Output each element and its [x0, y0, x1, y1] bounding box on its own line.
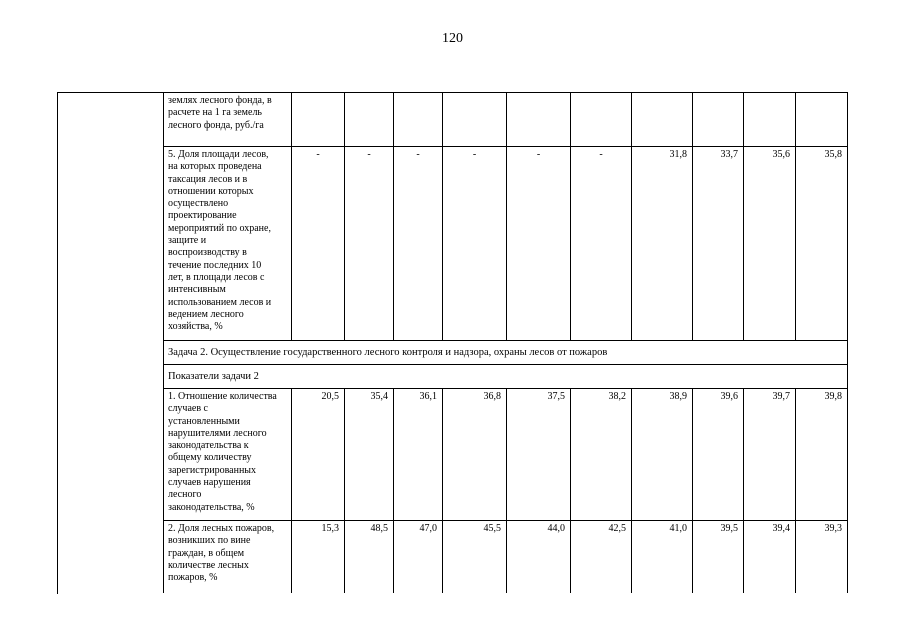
- value-cell: [345, 93, 394, 147]
- value-cell: 37,5: [507, 389, 571, 521]
- value-cell: 33,7: [693, 147, 744, 341]
- table-row: [164, 365, 848, 389]
- value-cell: 36,8: [443, 389, 507, 521]
- value-cell: 39,4: [744, 521, 796, 593]
- value-cell: 20,5: [292, 389, 345, 521]
- table-row: [164, 389, 848, 521]
- value-cell: -: [507, 147, 571, 341]
- value-cell: 15,3: [292, 521, 345, 593]
- left-column-border: [57, 92, 163, 594]
- task-heading: Задача 2. Осуществление государственного лесного контроля и надзора, охраны лесов от пожаров: [164, 341, 848, 365]
- value-cell: 38,9: [632, 389, 693, 521]
- value-cell: 39,8: [796, 389, 848, 521]
- indicator-label: 5. Доля площади лесов, на которых проведена таксация лесов и в отношении которых осуществлено проектирование мероприятий по охране, защите и воспроизводству в течение последних 10 лет, в площади лесов с интенсивным использованием лесов и ведением лесного хозяйства, %: [164, 147, 292, 341]
- value-cell: 31,8: [632, 147, 693, 341]
- value-cell: -: [345, 147, 394, 341]
- value-cell: [507, 93, 571, 147]
- value-cell: -: [394, 147, 443, 341]
- table-row: [164, 147, 848, 341]
- indicator-label: землях лесного фонда, в расчете на 1 га земель лесного фонда, руб./га: [164, 93, 292, 147]
- value-cell: 35,6: [744, 147, 796, 341]
- value-cell: -: [292, 147, 345, 341]
- value-cell: [744, 93, 796, 147]
- indicator-label: 1. Отношение количества случаев с установленными нарушителями лесного законодательства к общему количеству зарегистрированных случаев нарушения лесного законодательства, %: [164, 389, 292, 521]
- table-row: [164, 341, 848, 365]
- value-cell: 47,0: [394, 521, 443, 593]
- value-cell: 35,8: [796, 147, 848, 341]
- page-number: 120: [442, 31, 463, 46]
- value-cell: 38,2: [571, 389, 632, 521]
- value-cell: 39,3: [796, 521, 848, 593]
- value-cell: 48,5: [345, 521, 394, 593]
- value-cell: 45,5: [443, 521, 507, 593]
- value-cell: 39,7: [744, 389, 796, 521]
- table-row: [164, 521, 848, 593]
- value-cell: [571, 93, 632, 147]
- value-cell: 39,6: [693, 389, 744, 521]
- value-cell: 35,4: [345, 389, 394, 521]
- indicators-table: [163, 92, 848, 593]
- table-row: [164, 93, 848, 147]
- value-cell: -: [443, 147, 507, 341]
- value-cell: [394, 93, 443, 147]
- value-cell: -: [571, 147, 632, 341]
- value-cell: 36,1: [394, 389, 443, 521]
- value-cell: [443, 93, 507, 147]
- indicators-heading: Показатели задачи 2: [164, 365, 848, 389]
- value-cell: [796, 93, 848, 147]
- value-cell: [693, 93, 744, 147]
- value-cell: 44,0: [507, 521, 571, 593]
- value-cell: 41,0: [632, 521, 693, 593]
- indicator-label: 2. Доля лесных пожаров, возникших по вине граждан, в общем количестве лесных пожаров, %: [164, 521, 292, 593]
- value-cell: 39,5: [693, 521, 744, 593]
- value-cell: [632, 93, 693, 147]
- value-cell: [292, 93, 345, 147]
- value-cell: 42,5: [571, 521, 632, 593]
